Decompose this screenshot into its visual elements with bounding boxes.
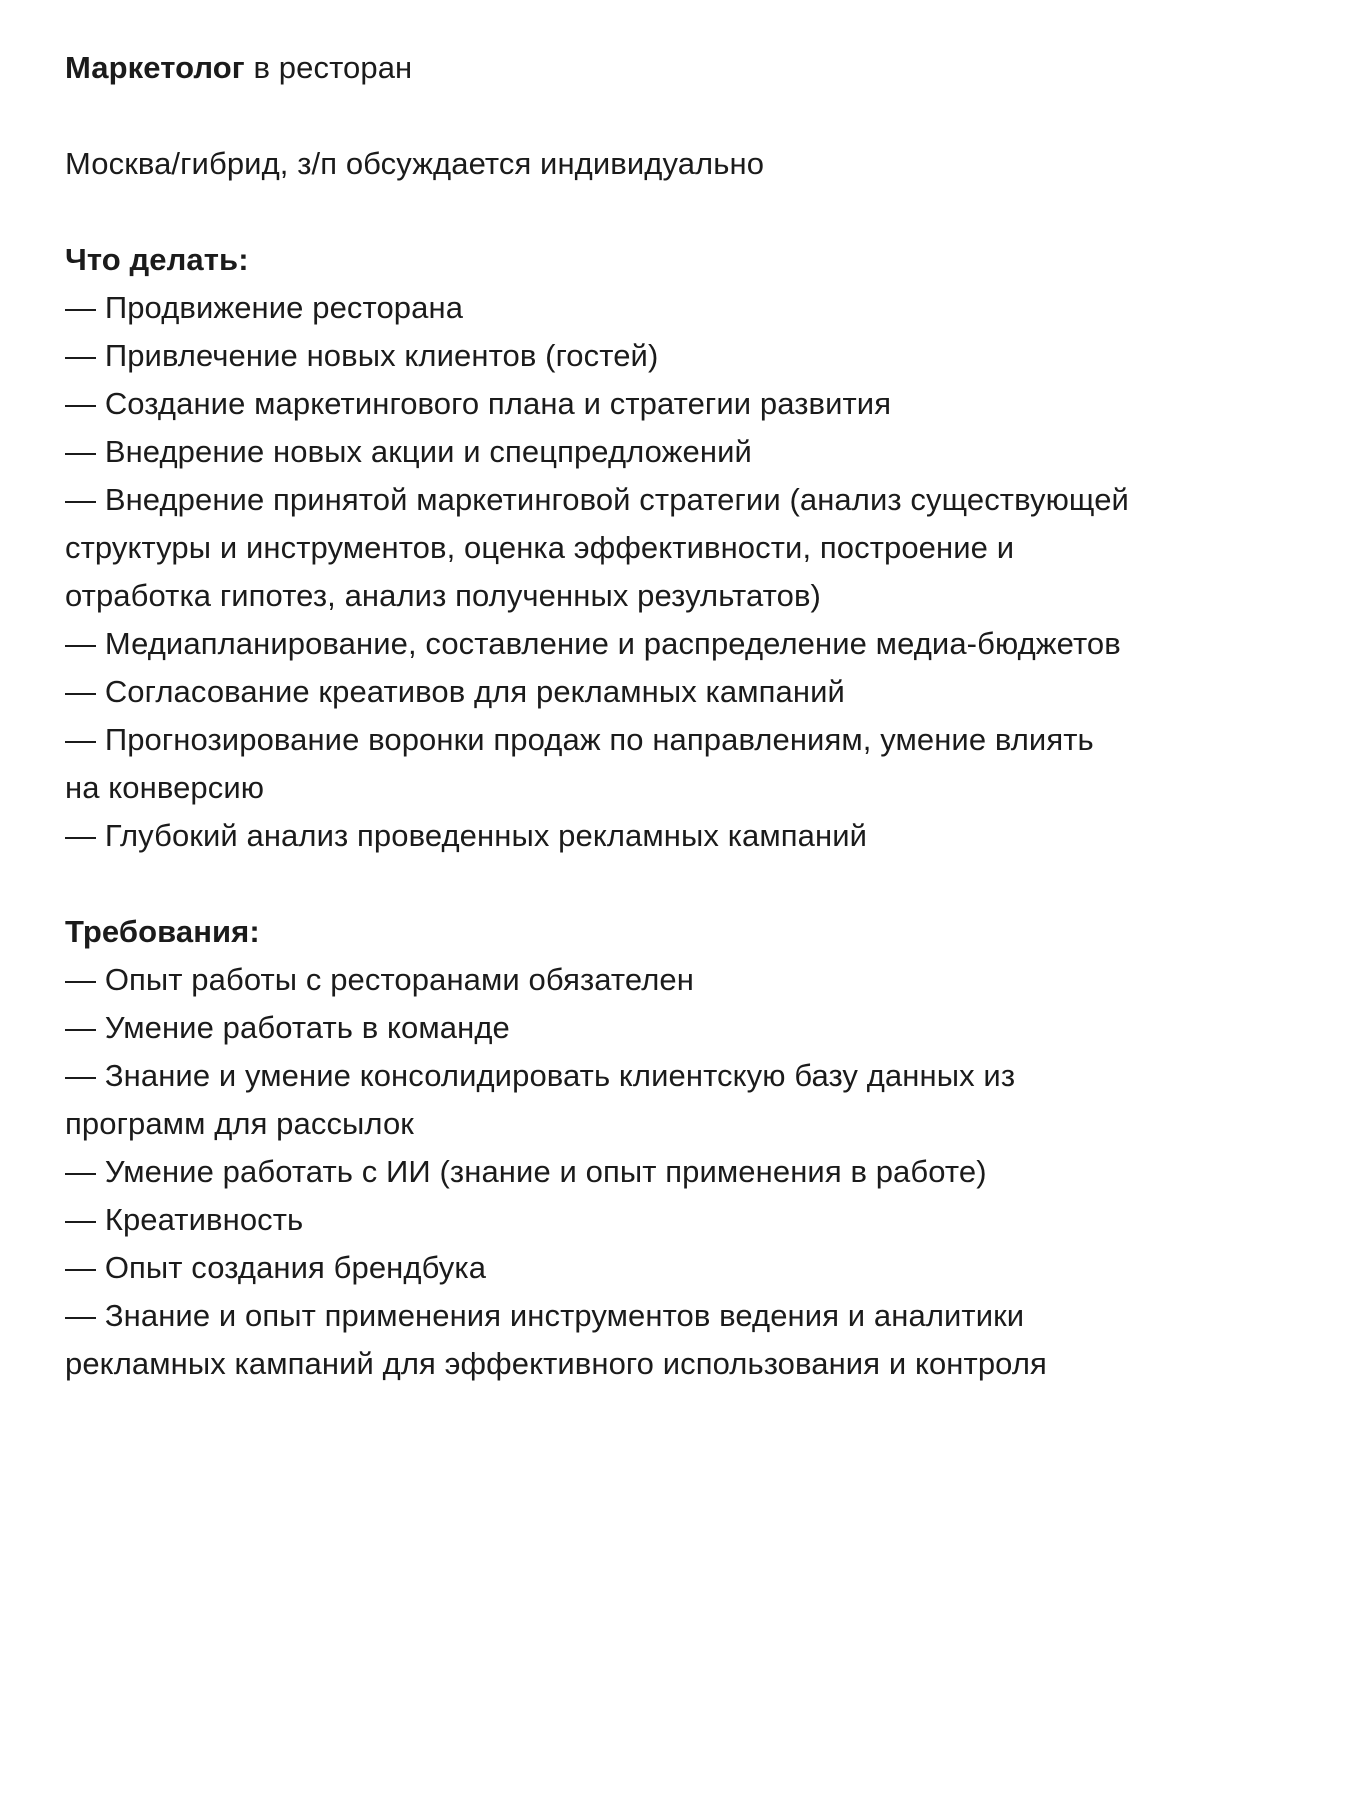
section-heading-requirements: Требования: [65,914,260,949]
duty-item: — Медиапланирование, составление и распределение медиа-бюджетов [65,626,1121,661]
duty-item: — Глубокий анализ проведенных рекламных кампаний [65,818,868,853]
requirement-item: — Умение работать в команде [65,1010,510,1045]
duty-item: — Создание маркетингового плана и стратегии развития [65,386,892,421]
duty-item: — Продвижение ресторана [65,290,464,325]
duty-item: — Прогнозирование воронки продаж по направлениям, умение влиять на конверсию [65,722,1103,805]
spacer-between-sections [65,860,1130,908]
job-posting-body [65,44,1138,1388]
duty-item: — Привлечение новых клиентов (гостей) [65,338,659,373]
duty-item: — Внедрение принятой маркетинговой стратегии (анализ существующей структуры и инструментов, оценка эффективности, построение и отработка гипотез, анализ полученных результатов) [65,482,1138,613]
page-title-role: Маркетолог [65,50,245,85]
location-salary-line: Москва/гибрид, з/п обсуждается индивидуально [65,146,765,181]
requirement-item: — Знание и умение консолидировать клиентскую базу данных из программ для рассылок [65,1058,1024,1141]
page-title-suffix: в ресторан [244,50,413,85]
requirement-item: — Умение работать с ИИ (знание и опыт применения в работе) [65,1154,987,1189]
requirement-item: — Знание и опыт применения инструментов ведения и аналитики рекламных кампаний для эффективного использования и контроля [65,1298,1047,1381]
page-title [65,44,1130,92]
requirement-item: — Опыт работы с ресторанами обязателен [65,962,694,997]
spacer-after-title [65,92,1130,140]
duty-item: — Согласование креативов для рекламных кампаний [65,674,845,709]
section-heading-duties: Что делать: [65,242,249,277]
requirement-item: — Опыт создания брендбука [65,1250,487,1285]
spacer-after-location [65,188,1130,236]
requirement-item: — Креативность [65,1202,304,1237]
duty-item: — Внедрение новых акции и спецпредложений [65,434,752,469]
